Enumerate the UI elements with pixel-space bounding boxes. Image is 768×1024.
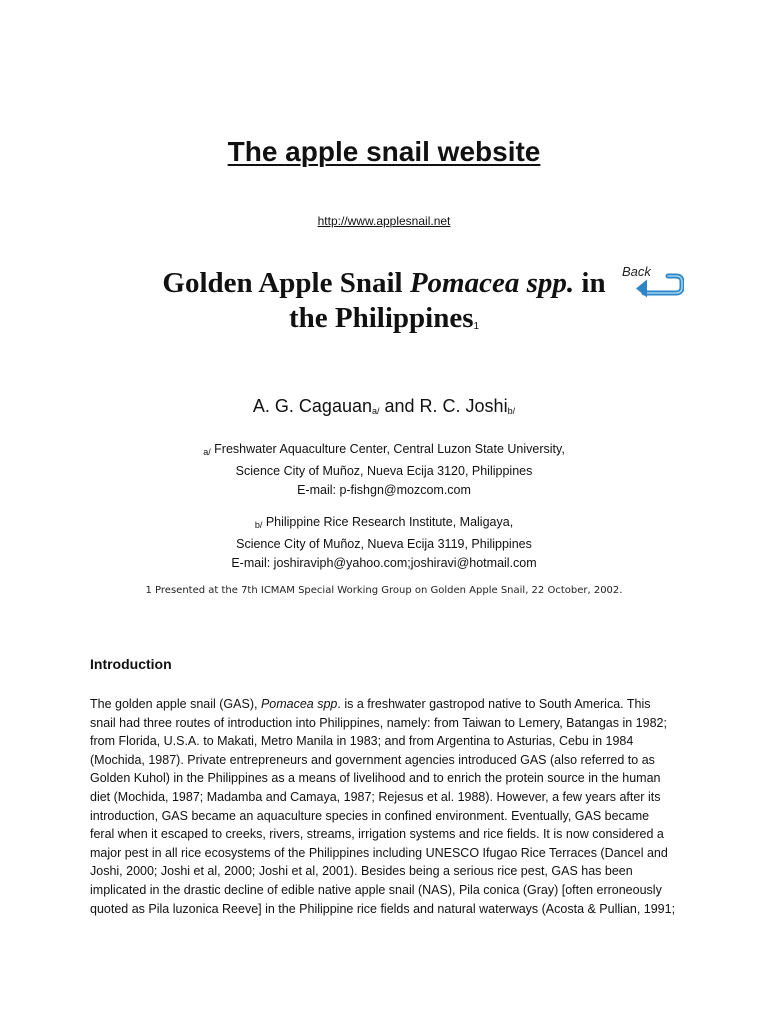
affiliation-b-email: E-mail: joshiraviph@yahoo.com;joshiravi@hotmail.com	[231, 556, 537, 570]
site-url	[0, 214, 768, 228]
title-footnote-mark: 1	[473, 321, 480, 332]
return-arrow-icon	[632, 270, 684, 300]
paper-title-line-2: the Philippines1	[288, 302, 480, 334]
paragraph-line: introduction, GAS became an aquaculture species in confined environment. Eventually, GAS became	[90, 808, 650, 823]
paragraph-line: diet (Mochida, 1987; Madamba and Camaya, 1987; Rejesus et al. 1988). However, a few years after its	[90, 789, 661, 804]
paragraph-line: major pest in all rice ecosystems of the Philippines including UNESCO Ifugao Rice Terraces (Dancel and	[90, 845, 668, 860]
paragraph-line: feral when it escaped to creeks, rivers, streams, irrigation systems and rice fields. It is now considered a	[90, 827, 664, 842]
paragraph-line: quoted as Pila luzonica Reeve] in the Philippine rice fields and natural waterways (Acosta & Pullian, 1991;	[90, 901, 676, 916]
affiliation-b: b/ Philippine Rice Research Institute, Maligaya, Science City of Muñoz, Nueva Ecija 3119, Philippines E-mail: joshiraviph@yahoo.com;joshiravi@hotmail.com	[0, 513, 768, 573]
paragraph-line: Joshi, 2000; Joshi et al, 2000; Joshi et al, 2001). Besides being a serious rice pest, GAS has been	[90, 864, 633, 879]
paragraph-line: The golden apple snail (GAS), Pomacea spp. is a freshwater gastropod native to South America. This	[90, 697, 651, 711]
paragraph-line: implicated in the drastic decline of edible native apple snail (NAS), Pila conica (Gray) [often erroneously	[90, 882, 662, 897]
author-2-mark: b/	[507, 406, 516, 416]
site-title: The apple snail website	[227, 136, 541, 167]
species-name: Pomacea spp.	[409, 267, 575, 299]
paragraph-line: from Florida, U.S.A. to Makati, Metro Manila in 1983; and from Argentina to Asturias, Cebu in 1984	[90, 734, 634, 749]
paragraph-line: (Mochida, 1987). Private entrepreneurs and government agencies introduced GAS (also referred to as	[90, 752, 655, 767]
affiliation-a-email: E-mail: p-fishgn@mozcom.com	[297, 483, 471, 497]
site-url-link[interactable]: http://www.applesnail.net	[317, 214, 451, 228]
affiliation-a-mark: a/	[203, 447, 211, 457]
paragraph-line: snail had three routes of introduction into Philippines, namely: from Taiwan to Lemery, Batangas in 1982;	[90, 715, 667, 730]
paper-title-line-1: Golden Apple Snail Pomacea spp. in	[162, 267, 606, 299]
author-2: R. C. Joshi	[419, 396, 508, 416]
author-line: A. G. Cagauan$_{a/}$ and R. C. Joshi$_{b/}$	[252, 396, 516, 416]
author-1: A. G. Cagauan	[252, 396, 372, 416]
affiliation-b-mark: b/	[254, 520, 263, 530]
introduction-paragraph	[90, 695, 685, 918]
affiliation-a: a/ Freshwater Aquaculture Center, Central Luzon State University, Science City of Muñoz, Nueva Ecija 3120, Philippines E-mail: p-fishgn@mozcom.com	[0, 440, 768, 500]
presentation-footnote: 1 Presented at the 7th ICMAM Special Working Group on Golden Apple Snail, 22 October, 2002.	[145, 585, 623, 596]
introduction-heading: Introduction	[90, 656, 172, 672]
paragraph-line: Golden Kuhol) in the Philippines as a means of livelihood and to enrich the protein source in the human	[90, 771, 661, 786]
author-1-mark: a/	[371, 406, 380, 416]
back-button[interactable]	[620, 264, 682, 300]
back-label: Back	[622, 264, 651, 279]
